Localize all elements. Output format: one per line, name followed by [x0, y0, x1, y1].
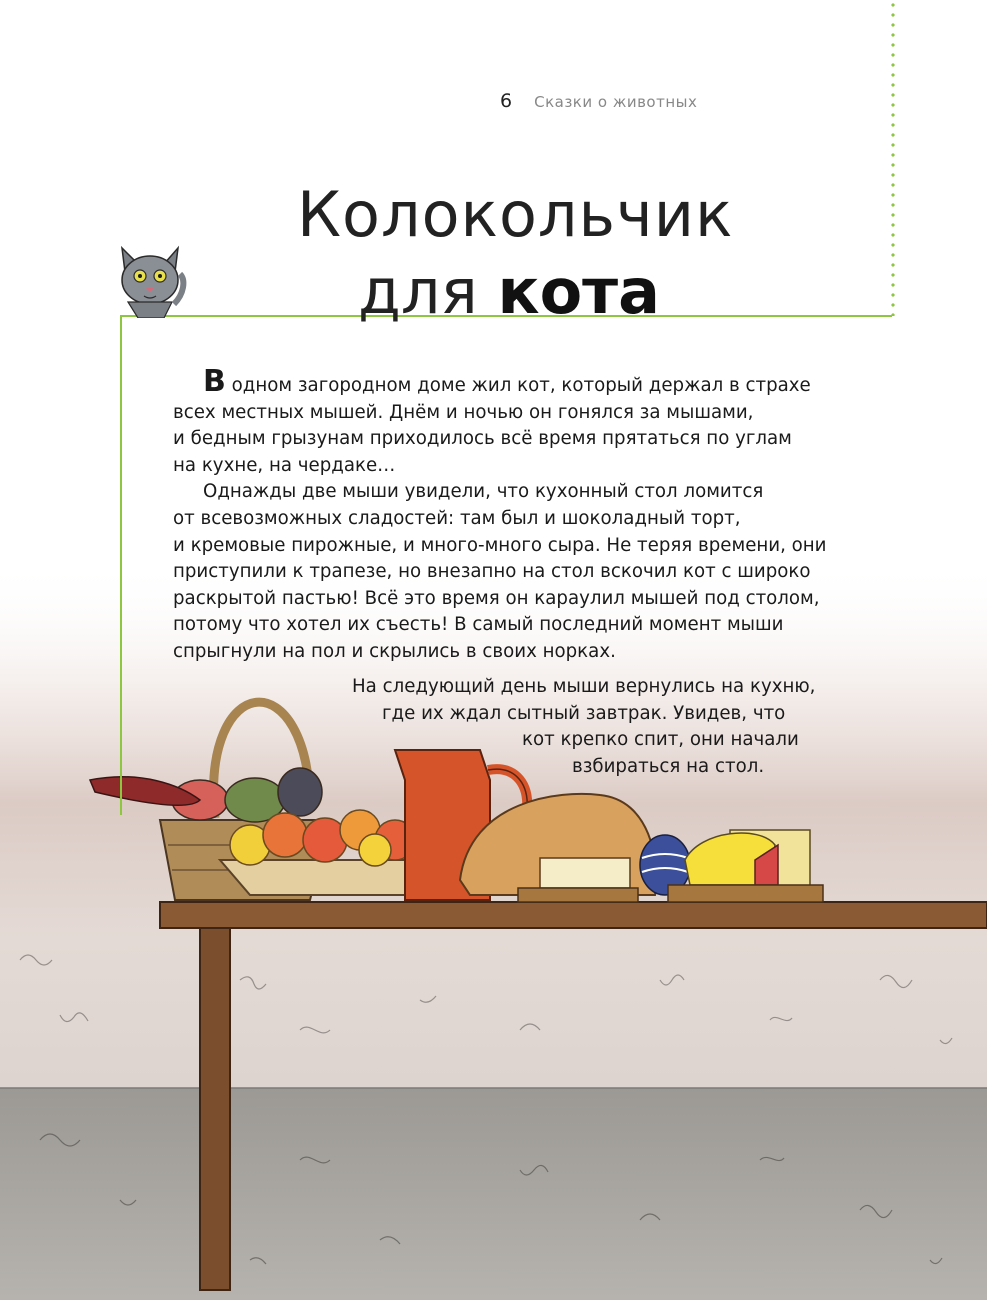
title-line-2: [358, 255, 660, 328]
title-bold: кота: [497, 255, 660, 328]
table-leg-left: [200, 928, 230, 1290]
table-top: [160, 902, 987, 928]
paragraph-3-line: кот крепко спит, они начали: [522, 729, 799, 751]
cat-icon: [108, 240, 188, 318]
paragraph-1-text: одном загородном доме жил кот, который держал в страхе всех местных мышей. Днём и ночью он гонялся за мышами, и бедным грызунам приходилось всё время прятаться по углам на кухне, на чердаке…: [173, 375, 811, 476]
paragraph-3-line: взбираться на стол.: [572, 755, 765, 777]
paragraph-3-line: где их ждал сытный завтрак. Увидев, что: [382, 702, 786, 724]
paragraph-3-line: На следующий день мыши вернулись на кухню,: [352, 676, 816, 697]
paragraph-1: [173, 364, 853, 479]
drop-cap: В: [203, 364, 226, 399]
kitchen-table-illustration: [0, 560, 987, 1300]
page-number: 6: [500, 90, 513, 112]
floor-band: [0, 1088, 987, 1300]
story-text: [173, 364, 853, 666]
paragraph-2: Однажды две мыши увидели, что кухонный стол ломится от всевозможных сладостей: там был и шоколадный торт, и кремовые пирожные, и много-много сыра. Не теряя времени, они приступили к трапезе, но внезапно на стол вскочил кот с широко раскрытой пастью! Всё это время он караулил мышей под столом, потому что хотел их съесть! В самый последний момент мыши спрыгнули на пол и скрылись в своих норках.: [173, 481, 827, 662]
dotted-divider: [891, 0, 895, 316]
green-frame-vertical: [120, 315, 122, 815]
paragraph-3: [352, 674, 852, 780]
section-title: Сказки о животных: [534, 93, 698, 111]
title-line-1: Колокольчик: [297, 178, 734, 251]
running-head: [500, 90, 697, 112]
title-light: для: [358, 255, 498, 328]
